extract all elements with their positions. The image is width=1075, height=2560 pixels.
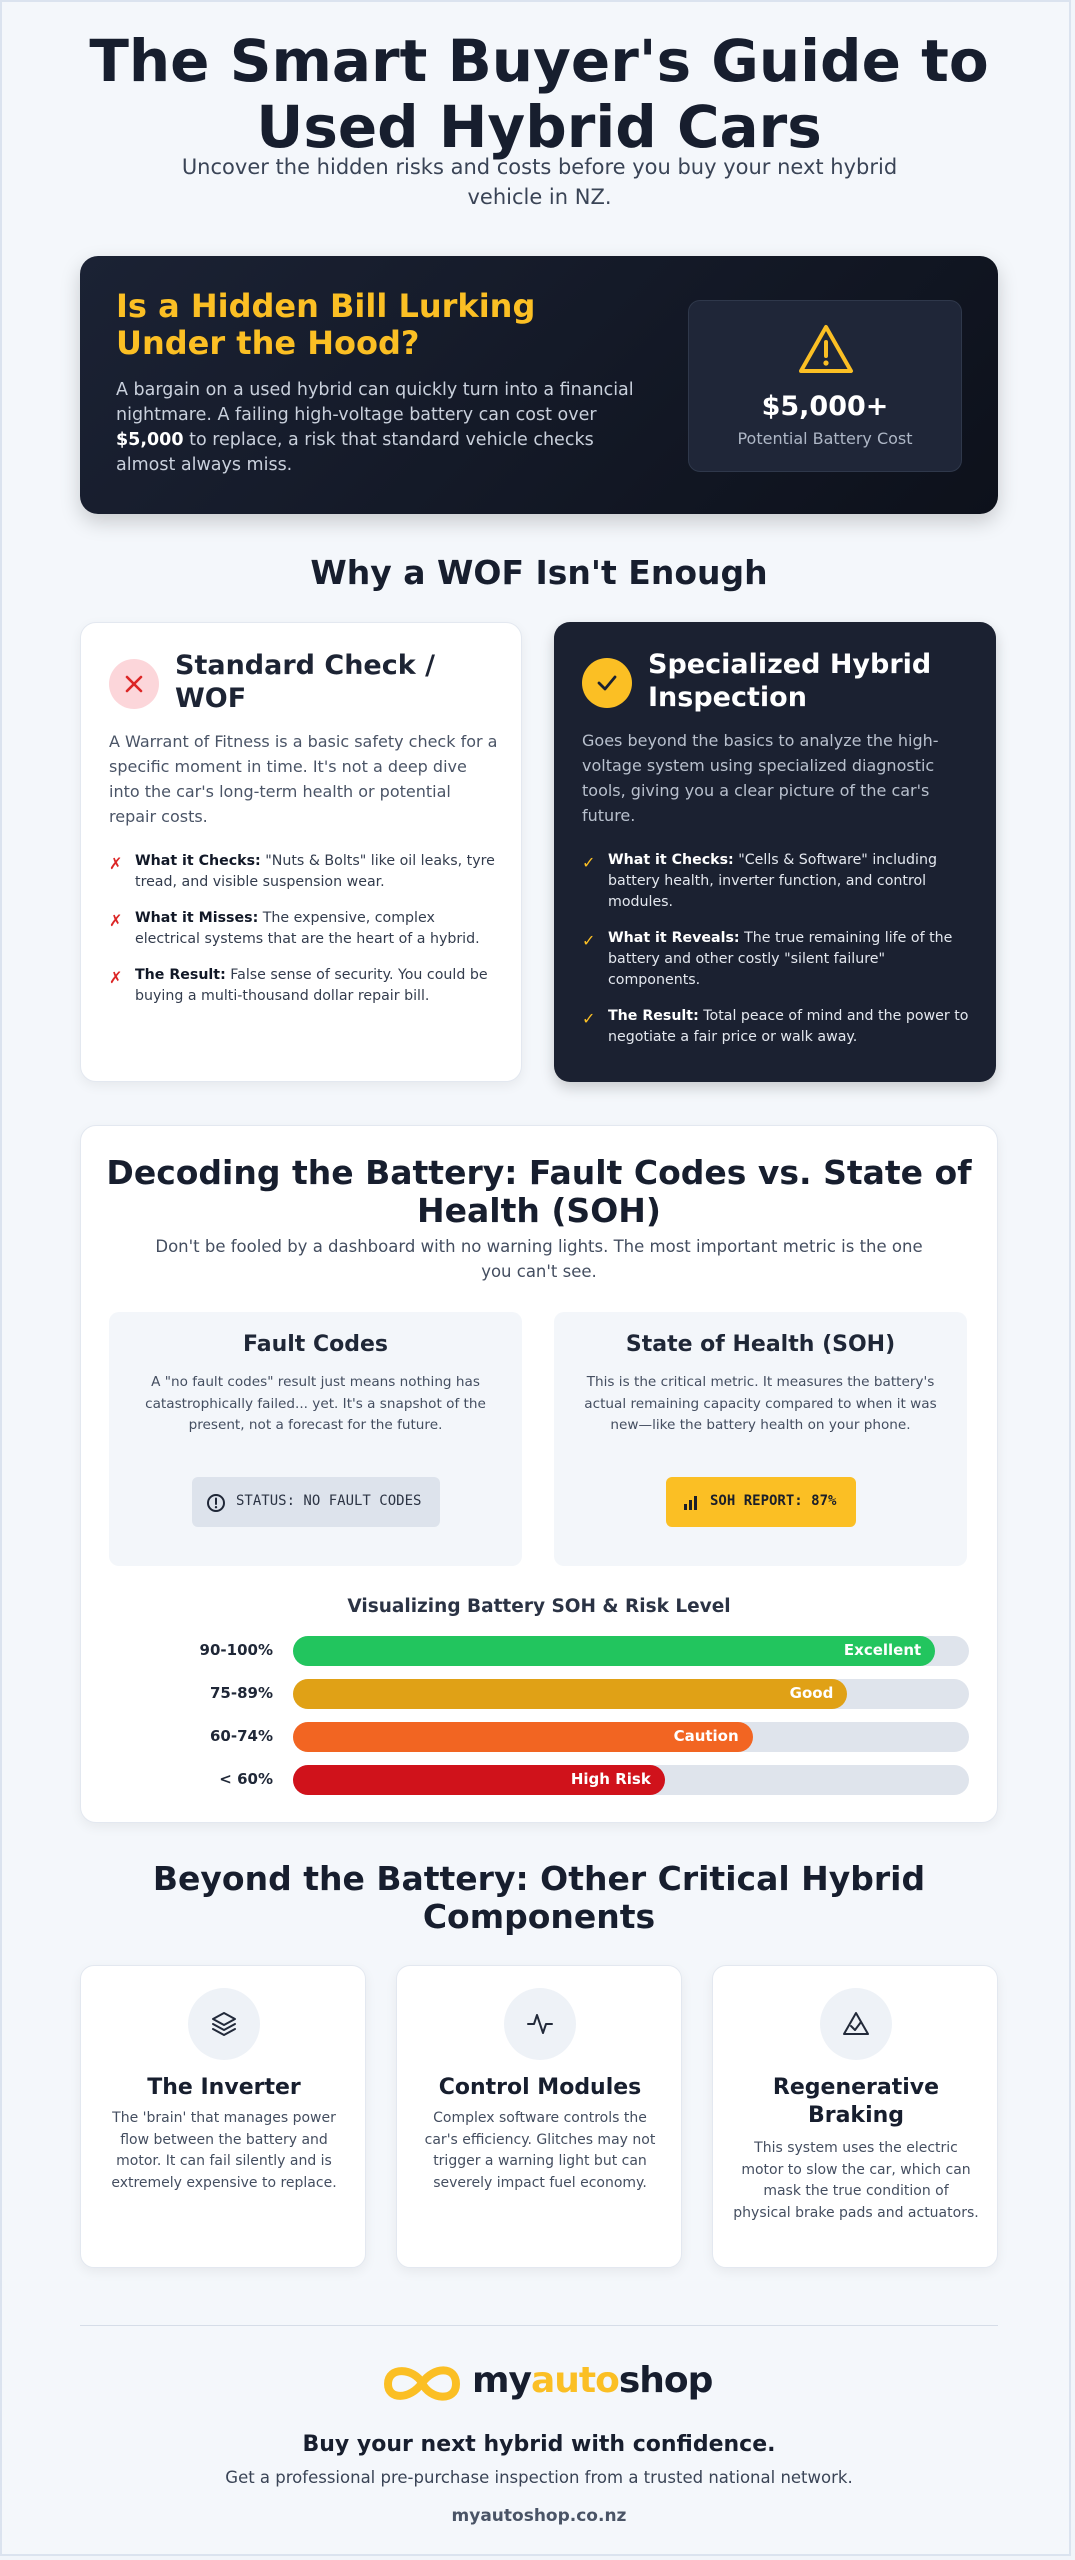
soh-bar-track <box>293 1636 969 1666</box>
soh-bar-track <box>293 1722 969 1752</box>
checkmark-icon: ✓ <box>582 931 596 950</box>
stat-label: Potential Battery Cost <box>737 429 913 448</box>
control-modules-text: Complex software controls the car's efficiency. Glitches may not trigger a warning light but can severely impact fuel economy. <box>424 2110 656 2191</box>
battery-cost-alert <box>80 256 998 514</box>
soh-range-label: 60-74% <box>209 1727 273 1745</box>
item-text: Total peace of mind and the power to negotiate a fair price or walk away. <box>608 1008 969 1045</box>
infinity-logo-icon <box>380 2360 464 2406</box>
soh-bar-row <box>81 1636 999 1666</box>
specialized-inspection-title: Specialized Hybrid Inspection <box>648 649 932 713</box>
soh-range-label: 75-89% <box>209 1684 273 1702</box>
inverter-card <box>80 1965 366 2268</box>
standard-check-list <box>109 851 499 1022</box>
item-text: "Nuts & Bolts" like oil leaks, tyre tread, and visible suspension wear. <box>135 853 495 890</box>
activity-icon <box>526 2010 554 2038</box>
battery-cost-stat <box>688 300 962 472</box>
soh-range-label: < 60% <box>219 1770 273 1788</box>
soh-bar-track <box>293 1765 969 1795</box>
soh-text: This is the critical metric. It measures the battery's actual remaining capacity compared to when it was new—like the battery health on your phone. <box>584 1374 937 1433</box>
myautoshop-logo[interactable] <box>380 2356 713 2408</box>
page-title: The Smart Buyer's Guide to Used Hybrid Cars <box>89 27 989 161</box>
x-icon <box>122 672 146 696</box>
soh-bar-row <box>81 1722 999 1752</box>
soh-report-text: SOH REPORT: 87% <box>710 1493 837 1509</box>
icon-circle <box>188 1988 260 2060</box>
logo-wordmark <box>472 2360 712 2401</box>
soh-bar-label: Caution <box>673 1727 739 1745</box>
triangle-check-icon <box>842 2010 870 2038</box>
page-subtitle: Uncover the hidden risks and costs before you buy your next hybrid vehicle in NZ. <box>181 155 898 209</box>
icon-circle <box>504 1988 576 2060</box>
soh-title: State of Health (SOH) <box>625 1332 896 1357</box>
layers-icon <box>210 2010 238 2038</box>
signal-bars-icon <box>682 1494 698 1510</box>
components-heading: Beyond the Battery: Other Critical Hybrid Components <box>152 1859 926 1936</box>
control-modules-title: Control Modules <box>438 2075 642 2100</box>
footer-divider <box>80 2325 998 2326</box>
soh-bar-fill <box>293 1765 665 1795</box>
soh-bar-row <box>81 1765 999 1795</box>
inverter-text: The 'brain' that manages power flow between the battery and motor. It can fail silently and is extremely expensive to replace. <box>111 2110 337 2191</box>
item-label: What it Misses: <box>135 910 259 926</box>
fault-status-badge <box>192 1477 440 1527</box>
list-item <box>109 908 499 950</box>
battery-subtitle: Don't be fooled by a dashboard with no warning lights. The most important metric is the one you can't see. <box>155 1237 923 1281</box>
regenerative-braking-title: Regenerative Braking <box>772 2075 940 2128</box>
checkmark-icon: ✓ <box>582 853 596 872</box>
item-text: The true remaining life of the battery and other costly "silent failure" components. <box>608 930 953 988</box>
list-item <box>582 1006 972 1048</box>
standard-check-card <box>80 622 522 1082</box>
list-item <box>582 850 972 913</box>
item-text: False sense of security. You could be buying a multi-thousand dollar repair bill. <box>135 967 488 1004</box>
wof-heading: Why a WOF Isn't Enough <box>310 553 768 592</box>
soh-bar-track <box>293 1679 969 1709</box>
logo-shop: shop <box>618 2360 713 2401</box>
cross-icon: ✗ <box>109 854 123 873</box>
item-text: "Cells & Software" including battery health, inverter function, and control modules. <box>608 852 937 910</box>
soh-bar-row <box>81 1679 999 1709</box>
list-item <box>109 851 499 893</box>
specialized-inspection-intro: Goes beyond the basics to analyze the high-voltage system using specialized diagnostic tools, giving you a clear picture of the car's future. <box>582 731 939 825</box>
check-badge <box>582 658 632 708</box>
footer-subline: Get a professional pre-purchase inspection from a trusted national network. <box>225 2468 853 2487</box>
footer-website-link[interactable]: myautoshop.co.nz <box>451 2506 627 2526</box>
soh-bar-label: Excellent <box>843 1641 922 1659</box>
item-text: The expensive, complex electrical systems that are the heart of a hybrid. <box>135 910 480 947</box>
specialized-inspection-card <box>554 622 996 1082</box>
alert-title: Is a Hidden Bill Lurking Under the Hood? <box>116 287 536 362</box>
battery-heading: Decoding the Battery: Fault Codes vs. State of Health (SOH) <box>106 1153 972 1230</box>
soh-report-badge <box>666 1477 856 1527</box>
footer-headline: Buy your next hybrid with confidence. <box>302 2432 776 2457</box>
item-label: What it Checks: <box>135 853 261 869</box>
item-label: What it Reveals: <box>608 930 740 946</box>
cross-icon: ✗ <box>109 968 123 987</box>
soh-visual-title: Visualizing Battery SOH & Risk Level <box>347 1596 731 1617</box>
alert-text-end: to replace, a risk that standard vehicle checks almost always miss. <box>116 430 594 475</box>
alert-circle-icon <box>206 1493 226 1513</box>
item-label: What it Checks: <box>608 852 734 868</box>
control-modules-card <box>396 1965 682 2268</box>
standard-check-intro: A Warrant of Fitness is a basic safety check for a specific moment in time. It's not a deep dive into the car's long-term health or potential repair costs. <box>109 732 498 826</box>
list-item <box>582 928 972 991</box>
soh-bar-label: High Risk <box>570 1770 651 1788</box>
inverter-title: The Inverter <box>147 2075 301 2100</box>
item-label: The Result: <box>608 1008 699 1024</box>
item-label: The Result: <box>135 967 226 983</box>
soh-bar-fill <box>293 1722 753 1752</box>
logo-my: my <box>472 2360 531 2401</box>
fault-codes-text: A "no fault codes" result just means nothing has catastrophically failed... yet. It's a snapshot of the present, not a forecast for the future. <box>145 1374 486 1433</box>
checkmark-icon: ✓ <box>582 1009 596 1028</box>
check-icon <box>595 671 619 695</box>
regenerative-braking-text: This system uses the electric motor to slow the car, which can mask the true condition of physical brake pads and actuators. <box>733 2140 979 2221</box>
alert-text-amount: $5,000 <box>116 430 184 450</box>
alert-text <box>116 378 656 478</box>
soh-bar-fill <box>293 1679 847 1709</box>
icon-circle <box>820 1988 892 2060</box>
x-badge <box>109 659 159 709</box>
fault-status-text: STATUS: NO FAULT CODES <box>236 1493 422 1509</box>
list-item <box>109 965 499 1007</box>
cross-icon: ✗ <box>109 911 123 930</box>
soh-range-label: 90-100% <box>199 1641 273 1659</box>
stat-value: $5,000+ <box>761 391 889 422</box>
warning-icon <box>797 323 855 375</box>
soh-panel <box>554 1312 967 1566</box>
fault-codes-panel <box>109 1312 522 1566</box>
logo-auto: auto <box>530 2360 619 2401</box>
regenerative-braking-card <box>712 1965 998 2268</box>
fault-codes-title: Fault Codes <box>243 1332 388 1357</box>
battery-section <box>80 1125 998 1823</box>
soh-bar-fill <box>293 1636 935 1666</box>
soh-bar-label: Good <box>789 1684 834 1702</box>
standard-check-title: Standard Check / WOF <box>175 650 435 714</box>
specialized-inspection-list <box>582 850 972 1063</box>
alert-text-start: A bargain on a used hybrid can quickly turn into a financial nightmare. A failing high-voltage battery can cost over <box>116 380 634 425</box>
